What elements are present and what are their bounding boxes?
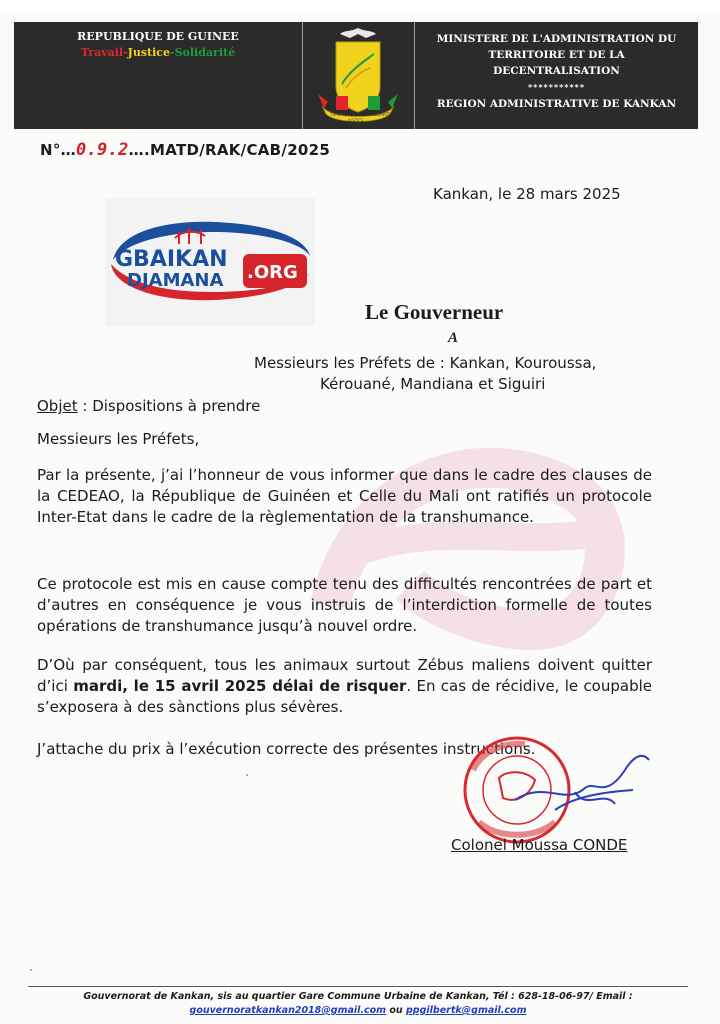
letterhead-left <box>14 22 302 129</box>
official-stamp-signature-icon <box>455 730 655 850</box>
ref-dots: … <box>128 141 144 159</box>
crest-motto-right: SOLIDARITE <box>368 112 392 117</box>
motto-separator: - <box>170 46 175 59</box>
speck <box>30 969 32 971</box>
crest-motto-bottom: JUSTICE <box>348 118 364 123</box>
salutation: Messieurs les Préfets, <box>37 430 200 448</box>
paragraph-text: . En cas de récidive, le coupable s’exposera à des sànctions plus sévères. <box>37 677 653 716</box>
ministry-line: MINISTERE DE L'ADMINISTRATION DU <box>436 33 677 45</box>
motto-justice: Justice <box>127 46 171 59</box>
recipients-line: Kérouané, Mandiana et Siguiri <box>320 375 546 393</box>
crest-motto-left: TRAVAIL <box>330 112 347 117</box>
email-link[interactable]: ppgilbertk@gmail.com <box>405 1005 527 1016</box>
logo-line2: DJAMANA <box>127 270 224 291</box>
body-paragraph: J’attache du prix à l’exécution correcte des présentes instructions. <box>37 740 536 758</box>
top-border <box>0 0 720 10</box>
coat-of-arms-icon <box>310 24 406 128</box>
motto-separator: - <box>123 46 128 59</box>
speck <box>246 774 248 776</box>
addressed-to: A <box>448 330 459 346</box>
deadline-text: mardi, le 15 avril 2025 délai de risquer <box>73 677 407 695</box>
header-divider <box>302 22 303 129</box>
logo-tld: .ORG <box>247 262 298 283</box>
subject-label: Objet <box>37 397 78 415</box>
gbaikan-djamana-logo <box>105 198 315 326</box>
letterhead-band <box>14 22 698 129</box>
ref-handwritten-number: 0.9.2 <box>75 140 129 160</box>
signatory-name: Colonel Moussa CONDE <box>451 836 628 854</box>
republic-title: REPUBLIQUE DE GUINEE <box>77 30 239 43</box>
subject-text: Dispositions à prendre <box>92 397 261 415</box>
reference-number <box>40 140 330 160</box>
ref-prefix: N° <box>40 141 61 159</box>
body-paragraph: Ce protocole est mis en cause compte tenu des difficultés rencontrées de part et d’autres en conséquence je vous instruis de l’interdiction formelle de toutes opérations de transhumance jusqu’à nouvel ordre. <box>37 575 652 635</box>
footer-or: ou <box>386 1005 406 1016</box>
motto-travail: Travail <box>80 46 124 59</box>
ref-dots: … <box>60 141 76 159</box>
sender-title: Le Gouverneur <box>365 300 504 324</box>
region-title: REGION ADMINISTRATIVE DE KANKAN <box>436 98 677 110</box>
ministry-line: DECENTRALISATION <box>493 65 620 77</box>
ref-suffix: .MATD/RAK/CAB/2025 <box>143 141 331 159</box>
footer-emails <box>28 1004 688 1018</box>
ministry-title <box>415 31 698 79</box>
letterhead-right <box>415 22 698 129</box>
motto-solidarite: Solidarité <box>174 46 236 59</box>
body-paragraph <box>37 655 652 718</box>
ministry-line: TERRITOIRE ET DE LA <box>488 49 625 61</box>
recipients-line: Messieurs les Préfets de : Kankan, Kouroussa, <box>254 354 597 372</box>
stars-separator: *********** <box>527 82 586 92</box>
subject-separator: : <box>77 397 93 415</box>
place-date: Kankan, le 28 mars 2025 <box>433 185 621 203</box>
paragraph-text: D’Où par conséquent, tous les animaux surtout Zébus maliens doivent quitter d’ici <box>37 656 652 695</box>
footer-divider <box>28 986 688 987</box>
body-paragraph: Par la présente, j’ai l’honneur de vous informer que dans le cadre des clauses de la CEDEAO, la République de Guinéen et Celle du Mali ont ratifiés un protocole Inter-Etat dans le cadre de la règlementation de la transhumance. <box>37 466 652 526</box>
email-link[interactable]: gouvernoratkankan2018@gmail.com <box>189 1005 387 1016</box>
footer-address: Gouvernorat de Kankan, sis au quartier Gare Commune Urbaine de Kankan, Tél : 628-18-06-97/ Email : <box>83 991 633 1002</box>
logo-line1: GBAIKAN <box>115 247 228 272</box>
subject-line <box>37 397 260 415</box>
footer <box>28 990 688 1018</box>
national-motto <box>14 46 302 59</box>
